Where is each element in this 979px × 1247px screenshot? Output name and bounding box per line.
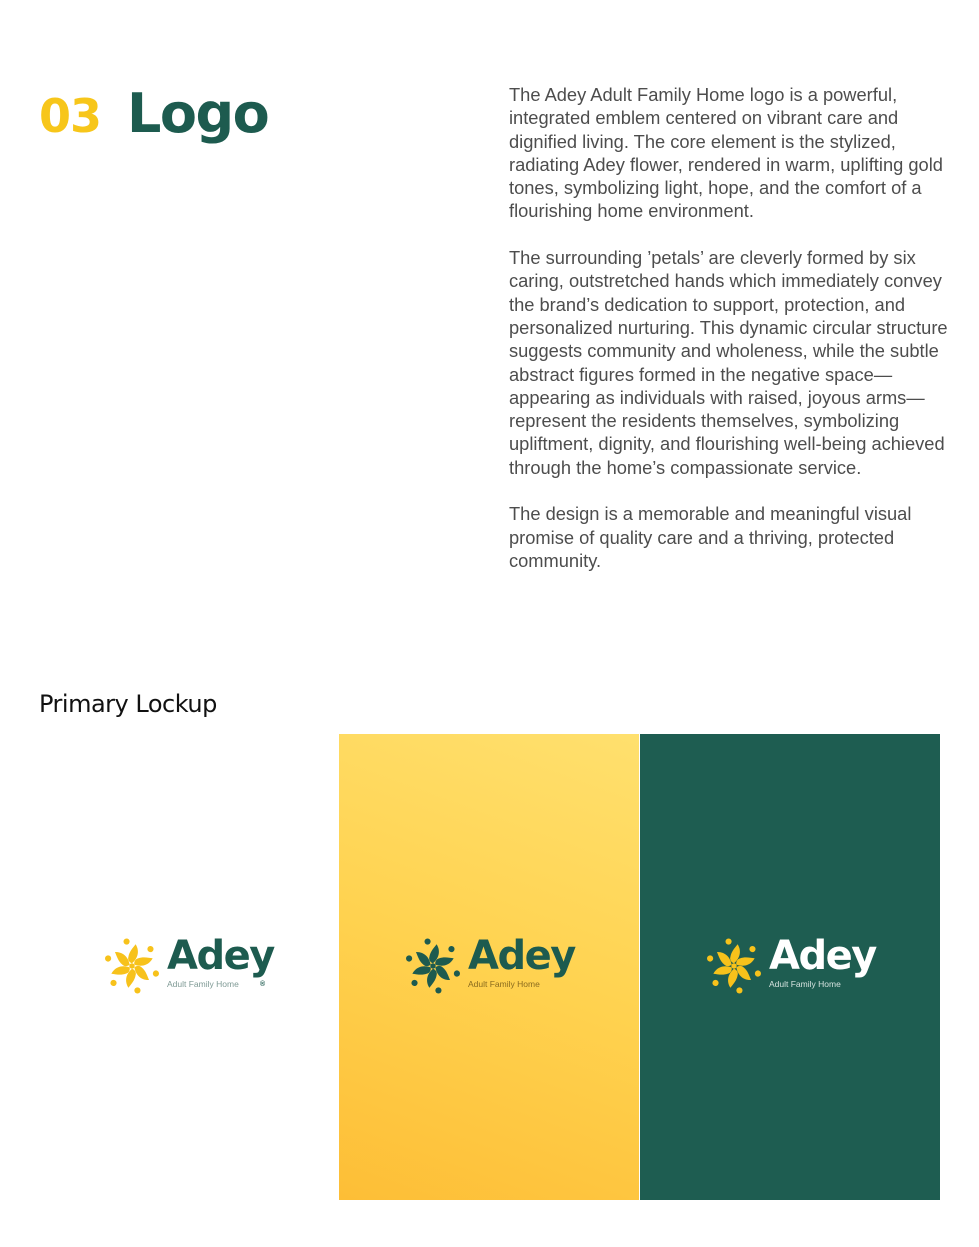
section-title: Logo xyxy=(127,82,269,145)
flower-hands-icon xyxy=(103,934,161,998)
lockup-panel-gold xyxy=(339,734,639,1200)
logo-tagline: Adult Family Home xyxy=(468,979,540,989)
registered-mark: ® xyxy=(260,981,266,988)
section-number: 03 xyxy=(39,89,102,143)
flower-hands-icon xyxy=(404,934,462,998)
description-paragraph: The design is a memorable and meaningful visual promise of quality care and a thriving, protected community. xyxy=(509,503,912,571)
logo-tagline: Adult Family Home xyxy=(769,979,841,989)
description-paragraph: The Adey Adult Family Home logo is a powerful, integrated emblem centered on vibrant care and dignified living. The core element is the stylized, radiating Adey flower, rendered in warm, uplifting gold tones, symbolizing light, hope, and the comfort of a flourishing home environment. xyxy=(509,84,943,222)
logo-lockup xyxy=(404,932,574,1002)
logo-lockup xyxy=(705,932,875,1002)
logo-wordmark: Adey xyxy=(167,933,274,979)
primary-lockup-heading: Primary Lockup xyxy=(39,690,217,718)
logo-tagline: Adult Family Home xyxy=(167,979,239,989)
logo-wordmark: Adey xyxy=(769,933,876,979)
description-paragraph: The surrounding ’petals’ are cleverly formed by six caring, outstretched hands which immediately convey the brand’s dedication to support, protection, and personalized nurturing. This dynamic circular structure suggests community and wholeness, while the subtle abstract figures formed in the negative space—appearing as individuals with raised, joyous arms—represent the residents themselves, symbolizing upliftment, dignity, and flourishing well-being achieved through the home’s compassionate service. xyxy=(509,247,948,478)
logo-description xyxy=(509,83,949,596)
lockup-panel-white xyxy=(38,734,338,1200)
section-heading xyxy=(39,82,268,145)
lockup-panel-green xyxy=(640,734,940,1200)
logo-lockup xyxy=(103,932,273,1002)
flower-hands-icon xyxy=(705,934,763,998)
logo-wordmark: Adey xyxy=(468,933,575,979)
